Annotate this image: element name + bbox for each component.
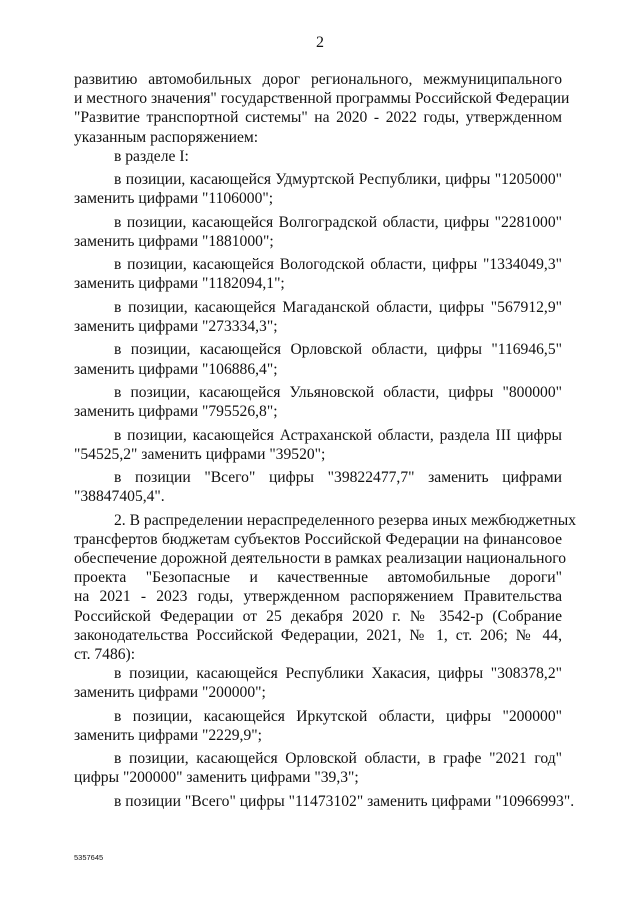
text-line: в позиции, касающейся Республики Хакасия, цифры "308378,2" — [114, 665, 562, 683]
text-line: в позиции, касающейся Иркутской области, цифры "200000" — [114, 707, 562, 725]
text-line: в позиции "Всего" цифры "39822477,7" заменить цифрами — [114, 469, 562, 487]
text-line: в позиции, касающейся Ульяновской области, цифры "800000" — [114, 383, 562, 401]
text-line: Российской Федерации от 25 декабря 2020 г. № 3542-р (Собрание — [74, 607, 562, 625]
text-line: 2. В распределении нераспределенного резерва иных межбюджетных — [114, 511, 577, 529]
text-line: заменить цифрами "1881000"; — [74, 232, 274, 250]
document-body — [74, 70, 577, 811]
text-line: заменить цифрами "795526,8"; — [74, 403, 278, 421]
text-line: заменить цифрами "1182094,1"; — [74, 275, 285, 293]
text-line: в позиции, касающейся Вологодской области, цифры "1334049,3" — [114, 256, 562, 274]
text-line: в позиции, касающейся Астраханской области, раздела III цифры — [114, 426, 562, 444]
text-line: заменить цифрами "200000"; — [74, 684, 266, 702]
document-code: 5357645 — [74, 853, 104, 862]
text-line: законодательства Российской Федерации, 2021, № 1, ст. 206; № 44, — [74, 626, 562, 644]
text-line: в позиции, касающейся Орловской области, в графе "2021 год" — [114, 750, 562, 768]
text-line: развитию автомобильных дорог регионального, межмуниципального — [74, 71, 562, 88]
text-line: в позиции, касающейся Волгоградской области, цифры "2281000" — [114, 213, 562, 231]
text-line: и местного значения" государственной программы Российской Федерации — [74, 90, 570, 108]
text-line: в разделе I: — [114, 147, 189, 165]
text-line: проекта "Безопасные и качественные автомобильные дороги" — [74, 569, 562, 587]
text-line: "Развитие транспортной системы" на 2020 - 2022 годы, утвержденном — [74, 109, 562, 127]
text-line: на 2021 - 2023 годы, утвержденном распоряжением Правительства — [74, 588, 562, 606]
text-line: заменить цифрами "2229,9"; — [74, 726, 262, 744]
text-line: заменить цифрами "273334,3"; — [74, 318, 278, 335]
text-line: трансфертов бюджетам субъектов Российской Федерации на финансовое — [74, 530, 562, 548]
text-line: обеспечение дорожной деятельности в рамках реализации национального — [74, 550, 567, 567]
text-line: в позиции, касающейся Удмуртской Республики, цифры "1205000" — [114, 171, 562, 189]
page-number: 2 — [316, 34, 324, 51]
text-line: заменить цифрами "106886,4"; — [74, 360, 278, 378]
text-line: заменить цифрами "1106000"; — [74, 190, 274, 208]
text-line: указанным распоряжением: — [74, 128, 259, 146]
text-line: в позиции "Всего" цифры "11473102" заменить цифрами "10966993". — [114, 792, 575, 810]
text-line: ст. 7486): — [74, 645, 136, 663]
text-line: в позиции, касающейся Орловской области, цифры "116946,5" — [114, 341, 562, 359]
text-line: "54525,2" заменить цифрами "39520"; — [74, 445, 326, 463]
text-line: "38847405,4". — [74, 488, 165, 506]
text-line: в позиции, касающейся Магаданской области, цифры "567912,9" — [114, 298, 562, 316]
text-line: цифры "200000" заменить цифрами "39,3"; — [74, 769, 359, 787]
